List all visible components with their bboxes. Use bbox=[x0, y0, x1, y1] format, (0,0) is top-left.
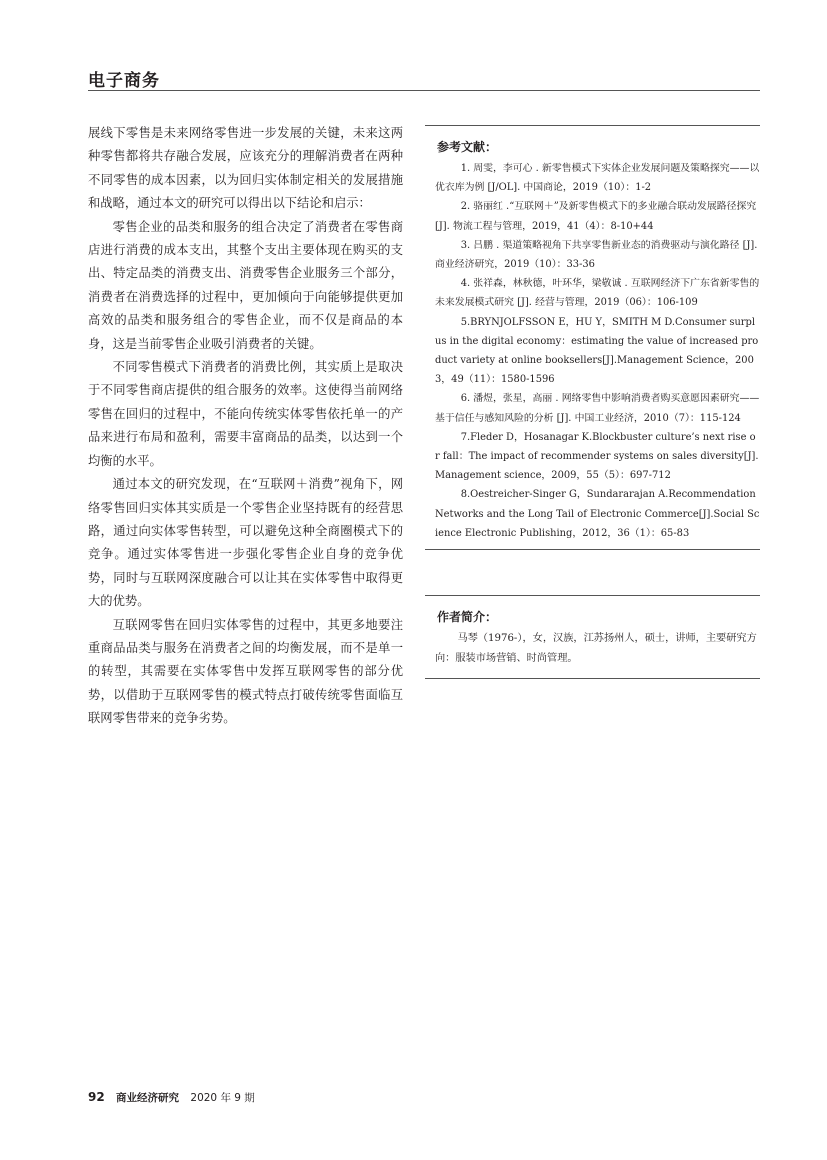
body-paragraph: 零售企业的品类和服务的组合决定了消费者在零售商店进行消费的成本支出，其整个支出主要体现在购买的支出、特定品类的消费支出、消费零售企业服务三个部分，消费者在消费选择的过程中，更加倾向于向能够提供更加高效的品类和服务组合的零售企业，而不仅是商品的本身，这是当前零售企业吸引消费者的关键。 bbox=[88, 219, 403, 351]
author-bio-title: 作者简介： bbox=[437, 610, 498, 624]
page-footer bbox=[88, 1090, 255, 1105]
page-number: 92 bbox=[88, 1090, 105, 1104]
reference-item: 6. 潘煜，张星，高丽 . 网络零售中影响消费者购买意愿因素研究——基于信任与感知风险的分析 [J]. 中国工业经济，2010（7）：115-124 bbox=[435, 393, 760, 424]
header-divider bbox=[88, 90, 760, 91]
body-text-column bbox=[88, 122, 403, 731]
body-paragraph: 展线下零售是未来网络零售进一步发展的关键，未来这两种零售都将共存融合发展，应该充分的理解消费者在两种不同零售的成本因素，以为回归实体制定相关的发展措施和战略，通过本文的研究可以得出以下结论和启示： bbox=[88, 126, 403, 211]
reference-item: 5.BRYNJOLFSSON E，HU Y，SMITH M D.Consumer surplus in the digital economy：estimating the value of increased product variety at online booksellers[J].Management Science，2003，49（11）：1580-1596 bbox=[435, 316, 759, 386]
body-paragraph: 互联网零售在回归实体零售的过程中，其更多地要注重商品品类与服务在消费者之间的均衡发展，而不是单一的转型，其需要在实体零售中发挥互联网零售的部分优势，以借助于互联网零售的模式特点打破传统零售面临互联网零售带来的竞争劣势。 bbox=[88, 617, 403, 726]
author-bio-text: 马琴（1976-），女，汉族，江苏扬州人，硕士，讲师，主要研究方向：服装市场营销、时尚管理。 bbox=[435, 633, 757, 664]
reference-item: 7.Fleder D，Hosanagar K.Blockbuster culture’s next rise or fall：The impact of recommender systems on sales diversity[J]. Management science，2009，55（5）：697-712 bbox=[435, 431, 759, 482]
section-title: 电子商务 bbox=[88, 71, 160, 91]
author-bio-box bbox=[425, 595, 760, 679]
journal-issue: 2020 年 9 期 bbox=[190, 1092, 255, 1104]
references-title: 参考文献： bbox=[437, 140, 498, 154]
reference-item: 3. 吕鹏 . 渠道策略视角下共享零售新业态的消费驱动与演化路径 [J]. 商业经济研究，2019（10）：33-36 bbox=[435, 239, 758, 271]
references-box bbox=[425, 125, 760, 550]
reference-item: 4. 张祥森，林秋德，叶环华，梁敬诚 . 互联网经济下广东省新零售的未来发展模式研究 [J]. 经营与管理，2019（06）：106-109 bbox=[435, 278, 760, 309]
body-paragraph: 通过本文的研究发现，在“互联网＋消费”视角下，网络零售回归实体其实质是一个零售企业坚持既有的经营思路，通过向实体零售转型，可以避免这种全商圈模式下的竞争。通过实体零售进一步强化零售企业自身的竞争优势，同时与互联网深度融合可以让其在实体零售中取得更大的优势。 bbox=[88, 477, 403, 609]
reference-item: 1. 周雯，李可心 . 新零售模式下实体企业发展问题及策略探究——以优衣库为例 [J/OL]. 中国商论，2019（10）：1-2 bbox=[435, 163, 760, 194]
body-paragraph: 不同零售模式下消费者的消费比例，其实质上是取决于不同零售商店提供的组合服务的效率。这使得当前网络零售在回归的过程中，不能向传统实体零售依托单一的产品来进行布局和盈利，需要丰富商品的品类，以达到一个均衡的水平。 bbox=[88, 360, 403, 468]
reference-item: 2. 骆丽红 .“互联网＋”及新零售模式下的多业融合联动发展路径探究 [J]. 物流工程与管理，2019，41（4）：8-10+44 bbox=[435, 201, 757, 232]
reference-item: 8.Oestreicher-Singer G，Sundararajan A.Recommendation Networks and the Long Tail of Electronic Commerce[J].Social Science Electronic Publishing，2012，36（1）：65-83 bbox=[435, 489, 760, 539]
journal-name: 商业经济研究 bbox=[116, 1092, 180, 1104]
